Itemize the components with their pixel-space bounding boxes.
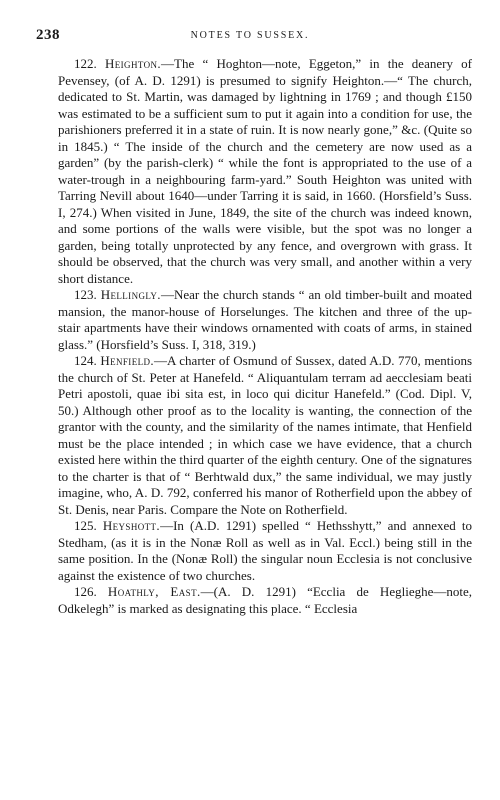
note-number: 122. (74, 56, 97, 71)
note-entry (58, 353, 472, 518)
note-heading: Hoathly, East. (107, 584, 201, 599)
note-heading: Heyshott. (102, 518, 161, 533)
notes-body (58, 56, 472, 617)
page-header (36, 27, 464, 43)
note-number: 124. (74, 353, 97, 368)
note-number: 125. (74, 518, 97, 533)
note-text: —Near the church stands “ an old timber-built and moated mansion, the manor-house of Horselunges. The kitchen and three of the up-stair apartments have their windows ornamented with coats of arms, in stained glass.” (Horsfield’s Suss. I, 318, 319.) (58, 287, 472, 352)
note-text: —In (A.D. 1291) spelled “ Hethsshytt,” and annexed to Stedham, (as it is in the Nonæ Roll as well as in Val. Eccl.) being still in the same position. In the (Nonæ Roll) the singular noun Ecclesia is not conclusive against the existence of two churches. (58, 518, 472, 583)
note-text: —A charter of Osmund of Sussex, dated A.D. 770, mentions the church of St. Peter at Hanefeld. “ Aliquantulam terram ad aecclesiam beati Petri apostoli, quae ibi sita est, in loco qui dicitur Hanefeld.” (Cod. Dipl. V, 50.) Although other proof as to the locality is wanting, the connection of the grantor with the county, and the similarity of the names intimate, that Henfield must be the place intended ; in which case we have evidence, that a church existed here within the third quarter of the eighth century. One of the signatures to the charter is that of “ Berhtwald dux,” the same individual, we may justly imagine, who, A. D. 792, conferred his manor of Rotherfield upon the abbey of St. Denis, near Paris. Compare the Note on Rotherfield. (58, 353, 473, 517)
note-number: 123. (74, 287, 97, 302)
note-text: —(A. D. 1291) “Ecclia de Heglieghe—note, Odkelegh” is marked as designating this place. “ Ecclesia (58, 584, 472, 616)
note-text: —The “ Hoghton—note, Eggeton,” in the deanery of Pevensey, (of A. D. 1291) is presumed to signify Heighton.—“ The church, dedicated to St. Martin, was damaged by lightning in 1769 ; and though £150 was estimated to be a sufficient sum to put it again into a condition for use, the parishioners preferred it in a state of ruin. It is now nearly gone,” &c. (Quite so in 1845.) “ The inside of the church and the cemetery are now used as a garden” (by the parish-clerk) “ while the font is appropriated to the use of a water-trough in a neighbouring farm-yard.” South Heighton was united with Tarring Nevill about 1640—under Tarring it is said, in 1660. (Horsfield’s Suss. I, 274.) When visited in June, 1849, the site of the church was indeed known, and some portions of the walls were visible, but the spot was no longer a garden, being totally unprotected by any fence, and overgrown with grass. It should be observed, that the church was very small, and another within a very short distance. (58, 56, 472, 286)
note-entry (58, 287, 472, 353)
running-head: NOTES TO SUSSEX. (190, 30, 310, 41)
note-entry (58, 518, 472, 584)
note-number: 126. (74, 584, 97, 599)
note-entry (58, 584, 472, 617)
note-heading: Heighton. (104, 56, 162, 71)
note-entry (58, 56, 472, 287)
note-heading: Henfield. (100, 353, 155, 368)
note-heading: Hellingly. (100, 287, 161, 302)
page-number: 238 (36, 27, 60, 43)
